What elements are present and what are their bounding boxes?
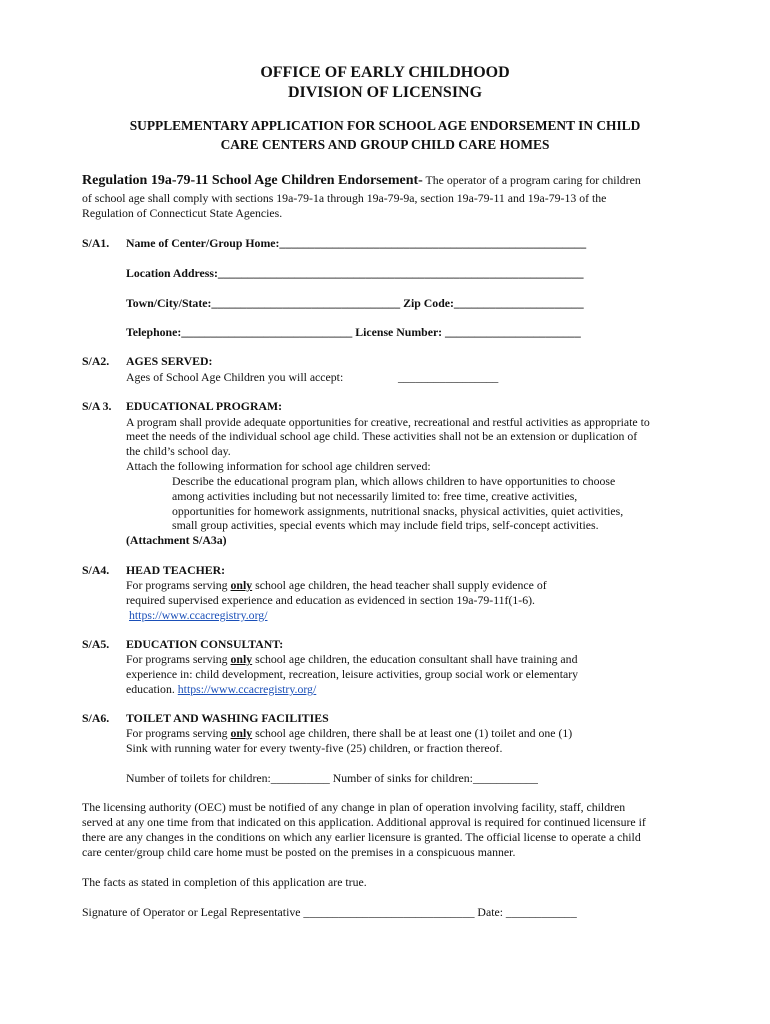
educational-program-item-4: small group activities, special events which may include field trips, self-concept activities. — [172, 518, 599, 532]
educational-program-line-1: A program shall provide adequate opportunities for creative, recreational and restful activities as appropriate to — [126, 415, 650, 429]
regulation-line-3: Regulation of Connecticut State Agencies. — [82, 206, 283, 220]
ages-served-text: Ages of School Age Children you will accept: — [126, 370, 344, 384]
education-consultant-text-pre: For programs serving — [126, 652, 231, 666]
facts-statement: The facts as stated in completion of this application are true. — [82, 875, 367, 889]
toilets-sinks-count-field[interactable]: Number of toilets for children:__________ Number of sinks for children:___________ — [126, 771, 538, 785]
location-address-field[interactable]: Location Address:______________________________________________________________ — [126, 266, 584, 280]
head-teacher-line-1 — [126, 578, 547, 593]
notice-line-4: care center/group child care home must be posted on the premises in a conspicuous manner. — [82, 845, 516, 859]
section-number-sa4: S/A4. — [82, 563, 110, 577]
education-consultant-line-2: experience in: child development, recreation, leisure activities, group social work or elementary — [126, 667, 579, 681]
head-teacher-link-line — [129, 608, 267, 623]
only-emphasis: only — [230, 652, 253, 666]
regulation-text-1: The operator of a program caring for children — [422, 173, 641, 187]
ccac-registry-link[interactable]: https://www.ccacregistry.org/ — [129, 608, 268, 622]
regulation-line-2: of school age shall comply with sections 19a-79-1a through 19a-79-9a, section 19a-79-11 and 19a-79-13 of the — [82, 191, 607, 205]
section-number-sa5: S/A5. — [82, 637, 110, 651]
educational-program-line-4: Attach the following information for school age children served: — [126, 459, 431, 473]
educational-program-line-2: meet the needs of the individual school age child. These activities shall not be an extension or duplication of — [126, 429, 638, 443]
only-emphasis: only — [230, 726, 253, 740]
application-title-line-1: SUPPLEMENTARY APPLICATION FOR SCHOOL AGE ENDORSEMENT IN CHILD — [129, 118, 641, 133]
educational-program-line-3: the child’s school day. — [126, 444, 231, 458]
toilet-facilities-heading: TOILET AND WASHING FACILITIES — [126, 711, 329, 725]
ages-served-field[interactable]: _________________ — [398, 370, 499, 384]
regulation-heading: Regulation 19a-79-11 School Age Children Endorsement- — [82, 173, 423, 188]
notice-line-2: served at any one time from that indicated on this application. Additional approval is required for continued licensure if — [82, 815, 646, 829]
notice-line-3: there are any changes in the conditions on which any earlier licensure is granted. The official license to operate a child — [82, 830, 641, 844]
toilet-facilities-line-1 — [126, 726, 572, 741]
section-number-sa3: S/A 3. — [82, 399, 112, 413]
regulation-line-1 — [82, 173, 641, 189]
head-teacher-heading: HEAD TEACHER: — [126, 563, 226, 577]
education-consultant-line-3 — [126, 682, 316, 697]
head-teacher-line-2: required supervised experience and education as evidenced in section 19a-79-11f(1-6). — [126, 593, 536, 607]
ages-served-heading: AGES SERVED: — [126, 354, 213, 368]
signature-date-field[interactable]: Signature of Operator or Legal Representative _____________________________ Date: ____________ — [82, 905, 577, 919]
head-teacher-text-post: school age children, the head teacher shall supply evidence of — [252, 578, 547, 592]
only-emphasis: only — [230, 578, 253, 592]
application-title-line-2: CARE CENTERS AND GROUP CHILD CARE HOMES — [220, 137, 550, 152]
town-zip-field[interactable]: Town/City/State:________________________________ Zip Code:______________________ — [126, 296, 584, 310]
educational-program-item-1: Describe the educational program plan, which allows children to have opportunities to choose — [172, 474, 616, 488]
section-number-sa1: S/A1. — [82, 236, 110, 250]
office-title: OFFICE OF EARLY CHILDHOOD — [260, 64, 510, 81]
notice-line-1: The licensing authority (OEC) must be notified of any change in plan of operation involving facility, staff, children — [82, 800, 626, 814]
educational-program-item-3: opportunities for homework assignments, nutritional snacks, physical activities, quiet activities, — [172, 504, 624, 518]
attachment-label: (Attachment S/A3a) — [126, 533, 227, 547]
educational-program-item-2: among activities including but not necessarily limited to: free time, creative activities, — [172, 489, 578, 503]
education-consultant-text-post: school age children, the education consultant shall have training and — [252, 652, 578, 666]
center-name-field[interactable]: Name of Center/Group Home:____________________________________________________ — [126, 236, 587, 250]
section-number-sa2: S/A2. — [82, 354, 110, 368]
education-consultant-text-3: education. — [126, 682, 178, 696]
section-number-sa6: S/A6. — [82, 711, 110, 725]
educational-program-heading: EDUCATIONAL PROGRAM: — [126, 399, 283, 413]
toilet-facilities-text-pre: For programs serving — [126, 726, 231, 740]
toilet-facilities-text-post: school age children, there shall be at least one (1) toilet and one (1) — [252, 726, 573, 740]
head-teacher-text-pre: For programs serving — [126, 578, 231, 592]
ccac-registry-link[interactable]: https://www.ccacregistry.org/ — [177, 682, 317, 696]
toilet-facilities-line-2: Sink with running water for every twenty-five (25) children, or fraction thereof. — [126, 741, 503, 755]
education-consultant-line-1 — [126, 652, 577, 667]
division-title: DIVISION OF LICENSING — [287, 84, 483, 101]
education-consultant-heading: EDUCATION CONSULTANT: — [126, 637, 284, 651]
telephone-license-field[interactable]: Telephone:_____________________________ License Number: _______________________ — [126, 325, 581, 339]
